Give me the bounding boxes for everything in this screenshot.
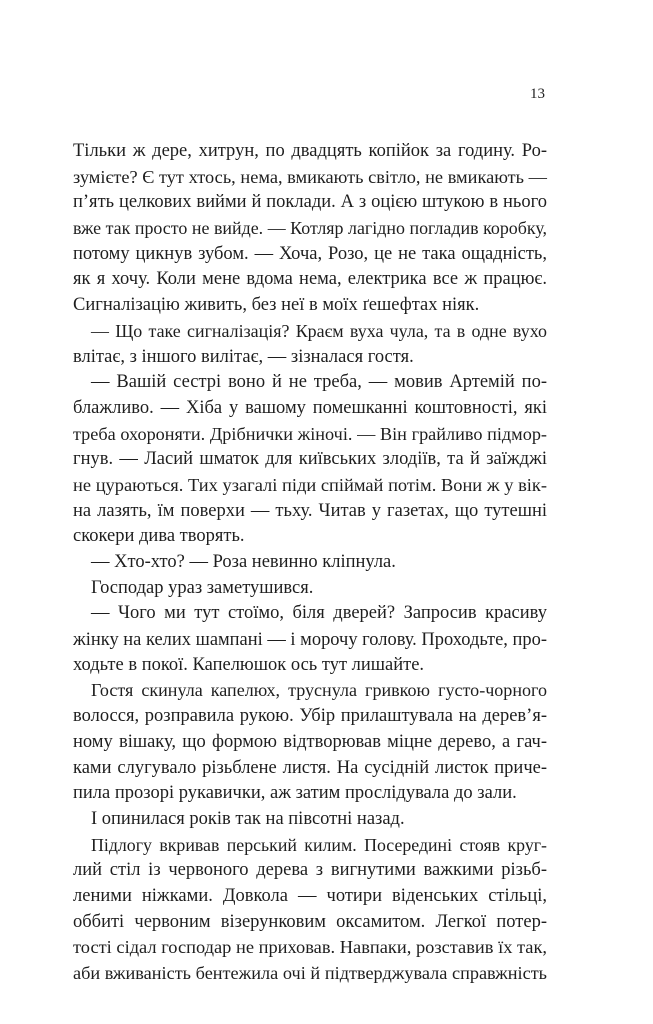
text-line: гнув. — Ласий шматок для київських злодіїв, та й заїжджі — [73, 449, 547, 470]
text-line: пила прозорі рукавички, аж затим прослідувала до зали. — [73, 783, 517, 804]
text-line: — Хто-хто? — Роза невинно кліпнула. — [91, 552, 396, 572]
text-line: — Вашій сестрі воно й не треба, — мовив Артемій по- — [91, 372, 547, 393]
text-line: влітає, з іншого вилітає, — зізналася гостя. — [73, 346, 414, 367]
text-line: п’ять целкових вийми й поклади. А з оцією штукою в нього — [73, 192, 547, 213]
text-line: І опинилася років так на півсотні назад. — [91, 808, 405, 829]
text-line: Гостя скинула капелюх, труснула гривкою густо-чорного — [91, 680, 547, 701]
text-line: на лазять, їм поверхи — тьху. Читав у газетах, що тутешні — [73, 500, 547, 521]
text-line: аби вживаність бентежила очі й підтверджувала справжність — [73, 963, 547, 983]
text-line: треба охороняти. Дрібнички жіночі. — Він грайливо підмор- — [73, 423, 547, 444]
text-line: оббиті червоним візерунковим оксамитом. Легкої потер- — [73, 911, 547, 932]
text-line: ками слугувало різьблене листя. На сусідній листок причe- — [73, 757, 547, 778]
text-line: Тільки ж дере, хитрун, по двадцять копійок за годину. Ро- — [73, 141, 547, 161]
text-line: потому цикнув зубом. — Хоча, Розо, це не така ощадність, — [73, 243, 547, 264]
text-line: зумієте? Є тут хтось, нема, вмикають світло, не вмикають — — [73, 166, 547, 187]
text-line: леними ніжками. Довкола — чотири віденських стільці, — [73, 885, 547, 906]
text-line: жінку на келих шампані — і морочу голову. Проходьте, про- — [73, 629, 547, 650]
text-line: ному вішаку, що формою відтворював міцне дерево, а гач- — [73, 731, 547, 752]
text-line: вже так просто не вийде. — Котляр лагідно погладив коробку, — [73, 218, 547, 239]
text-line: Господар ураз заметушився. — [91, 577, 314, 598]
text-line: — Що таке сигналізація? Краєм вуха чула, та в одне вухо — [91, 320, 547, 341]
text-line: як я хочу. Коли мене вдома нема, електрика все ж працює. — [73, 269, 547, 290]
text-line: скокери дива творять. — [73, 526, 245, 547]
text-line: — Чого ми тут стоїмо, біля дверей? Запросив красиву — [91, 603, 547, 624]
text-line: не цураються. Тих узагалі піди спіймай потім. Вони ж у вік- — [73, 474, 547, 495]
text-line: ходьте в покої. Капелюшок ось тут лишайте. — [73, 654, 425, 675]
page-number: 13 — [530, 86, 545, 102]
text-line: лий стіл із червоного дерева з вигнутими важкими різьб- — [73, 860, 547, 881]
text-line: тості сідал господар не приховав. Навпаки, розставив їх так, — [73, 937, 547, 958]
text-line: Підлогу вкривав перський килим. Посередині стояв круг- — [91, 834, 547, 855]
text-line: волосся, розправила рукою. Убір прилаштувала на дерев’я- — [73, 706, 547, 727]
text-line: блажливо. — Хіба у вашому помешканні коштовності, які — [73, 397, 547, 418]
text-line: Сигналізацію живить, без неї в моїх ґешефтах ніяк. — [73, 295, 480, 316]
body-text — [73, 139, 547, 987]
